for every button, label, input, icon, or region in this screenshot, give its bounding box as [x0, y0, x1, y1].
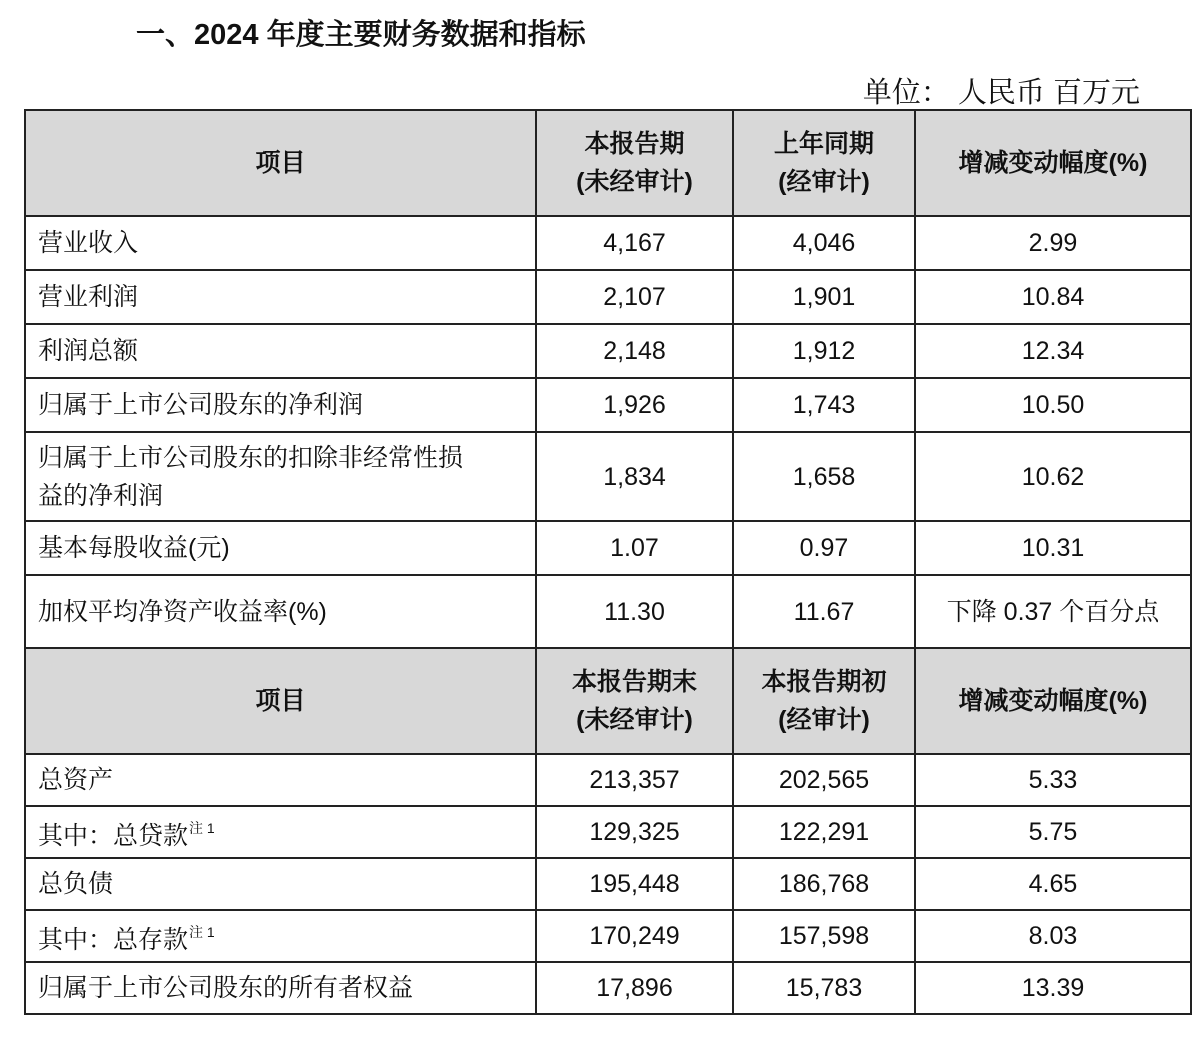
current-value: 195,448: [536, 858, 733, 910]
table-row: [25, 324, 1191, 378]
header-item: 项目: [25, 648, 536, 754]
footnote-marker: 注 1: [189, 924, 215, 940]
previous-value: 4,046: [733, 216, 915, 270]
table-row: [25, 378, 1191, 432]
current-value: 11.30: [536, 575, 733, 648]
table-row: [25, 216, 1191, 270]
table-row: [25, 432, 1191, 521]
change-value: 5.33: [915, 754, 1191, 806]
section-title: 一、2024 年度主要财务数据和指标: [136, 19, 586, 51]
current-value: 1,834: [536, 432, 733, 521]
change-value: 2.99: [915, 216, 1191, 270]
header-period-start: 本报告期初 (经审计): [733, 648, 915, 754]
header-prior-period: 上年同期 (经审计): [733, 110, 915, 216]
change-value: 下降 0.37 个百分点: [915, 575, 1191, 648]
table-row: [25, 575, 1191, 648]
previous-value: 186,768: [733, 858, 915, 910]
change-value: 13.39: [915, 962, 1191, 1014]
table-row: [25, 270, 1191, 324]
previous-value: 122,291: [733, 806, 915, 858]
row-label: 归属于上市公司股东的扣除非经常性损 益的净利润: [25, 432, 536, 521]
table-header-row: [25, 110, 1191, 216]
change-value: 10.84: [915, 270, 1191, 324]
previous-value: 1,901: [733, 270, 915, 324]
change-value: 10.31: [915, 521, 1191, 575]
header-item: 项目: [25, 110, 536, 216]
header-change-pct: 增减变动幅度(%): [915, 110, 1191, 216]
financial-data-table: [24, 109, 1192, 1015]
row-label: 总资产: [25, 754, 536, 806]
change-value: 8.03: [915, 910, 1191, 962]
current-value: 129,325: [536, 806, 733, 858]
row-label: 营业收入: [25, 216, 536, 270]
previous-value: 11.67: [733, 575, 915, 648]
current-value: 170,249: [536, 910, 733, 962]
row-label: 归属于上市公司股东的净利润: [25, 378, 536, 432]
current-value: 2,107: [536, 270, 733, 324]
current-value: 213,357: [536, 754, 733, 806]
current-value: 1,926: [536, 378, 733, 432]
change-value: 5.75: [915, 806, 1191, 858]
row-label: 其中：总存款$^{注 1}$: [25, 910, 536, 962]
row-label: 归属于上市公司股东的所有者权益: [25, 962, 536, 1014]
row-label: 加权平均净资产收益率(%): [25, 575, 536, 648]
previous-value: 1,658: [733, 432, 915, 521]
current-value: 1.07: [536, 521, 733, 575]
table-row: [25, 962, 1191, 1014]
row-label: 基本每股收益(元): [25, 521, 536, 575]
footnote-marker: 注 1: [189, 820, 215, 836]
previous-value: 1,912: [733, 324, 915, 378]
previous-value: 1,743: [733, 378, 915, 432]
header-period-end: 本报告期末 (未经审计): [536, 648, 733, 754]
change-value: 12.34: [915, 324, 1191, 378]
header-current-period: 本报告期 (未经审计): [536, 110, 733, 216]
row-label: 总负债: [25, 858, 536, 910]
table-row: [25, 754, 1191, 806]
change-value: 4.65: [915, 858, 1191, 910]
header-change-pct: 增减变动幅度(%): [915, 648, 1191, 754]
table-row: [25, 521, 1191, 575]
previous-value: 15,783: [733, 962, 915, 1014]
current-value: 17,896: [536, 962, 733, 1014]
previous-value: 202,565: [733, 754, 915, 806]
row-label: 其中：总贷款$^{注 1}$: [25, 806, 536, 858]
table-header-row: [25, 648, 1191, 754]
table-row: [25, 910, 1191, 962]
table-row: [25, 806, 1191, 858]
current-value: 2,148: [536, 324, 733, 378]
current-value: 4,167: [536, 216, 733, 270]
change-value: 10.62: [915, 432, 1191, 521]
unit-label: 单位： 人民币 百万元: [862, 77, 1140, 109]
table-row: [25, 858, 1191, 910]
previous-value: 157,598: [733, 910, 915, 962]
change-value: 10.50: [915, 378, 1191, 432]
row-label: 营业利润: [25, 270, 536, 324]
row-label: 利润总额: [25, 324, 536, 378]
previous-value: 0.97: [733, 521, 915, 575]
